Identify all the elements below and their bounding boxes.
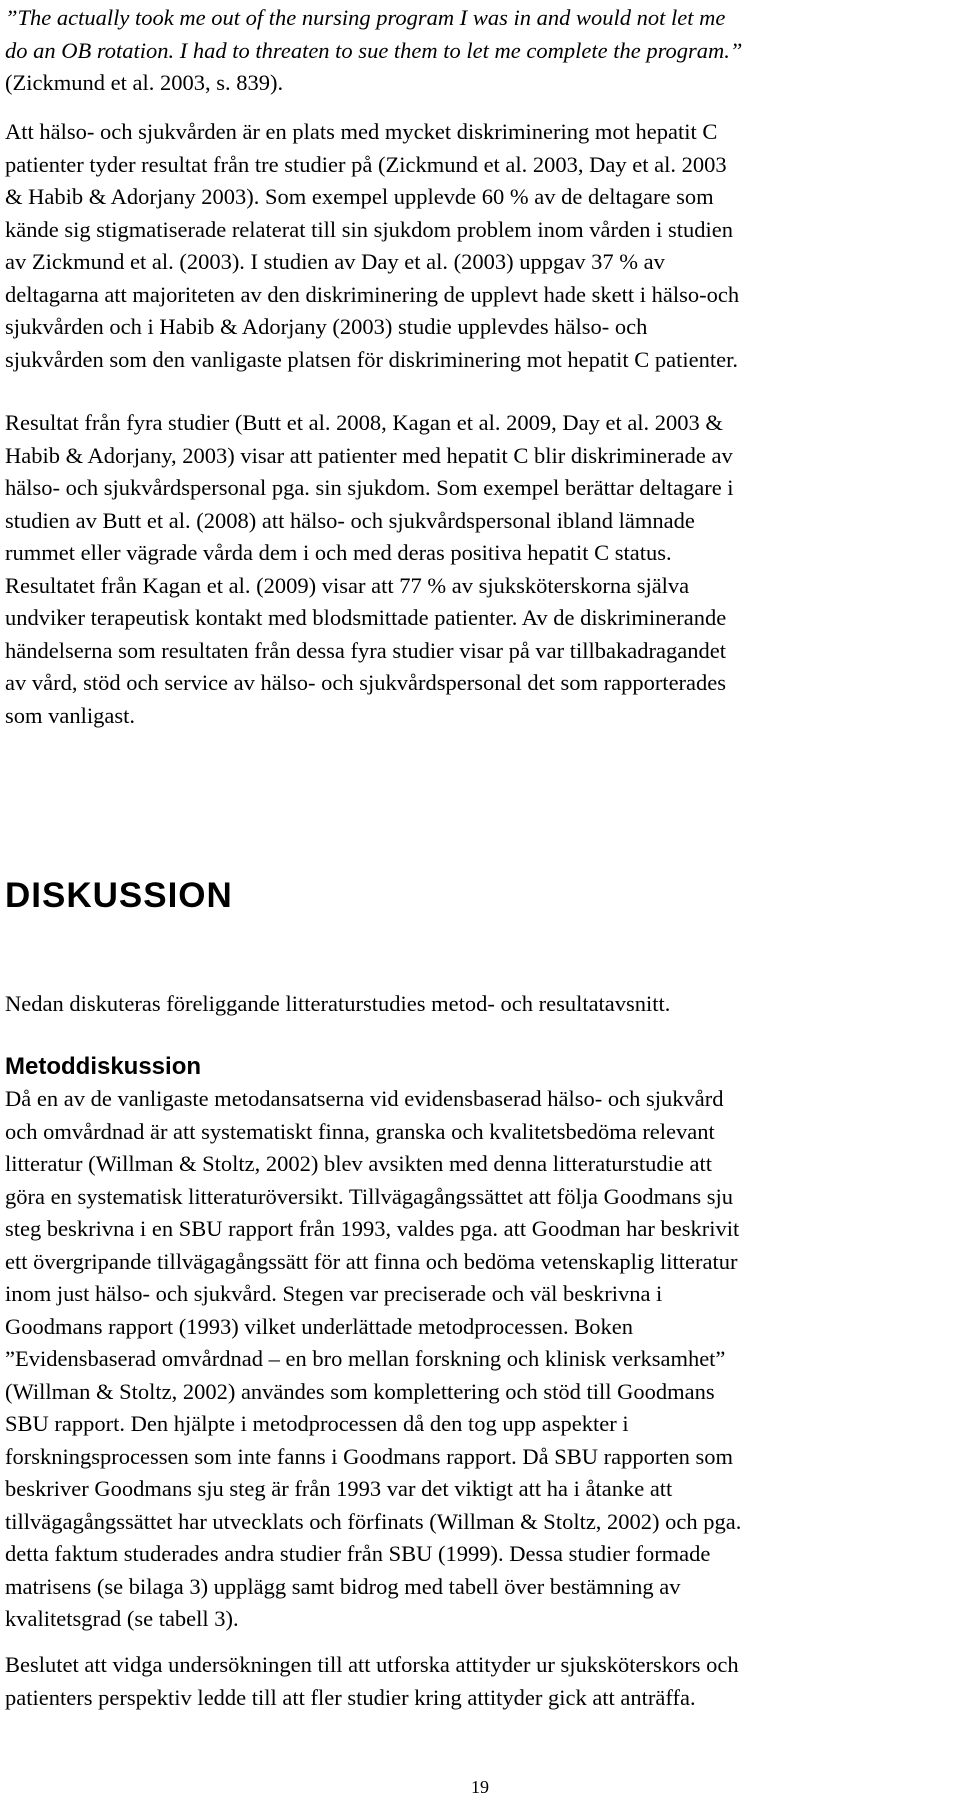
paragraph-line: hälso- och sjukvårdspersonal pga. sin sjukdom. Som exempel berättar deltagare i bbox=[5, 475, 734, 500]
paragraph-line: Då en av de vanligaste metodansatserna vid evidensbaserad hälso- och sjukvård bbox=[5, 1086, 724, 1111]
paragraph-four-studies bbox=[5, 407, 955, 732]
paragraph-line: Resultat från fyra studier (Butt et al. 2008, Kagan et al. 2009, Day et al. 2003 & bbox=[5, 410, 723, 435]
paragraph-line: patienters perspektiv ledde till att fler studier kring attityder gick att anträffa. bbox=[5, 1684, 696, 1710]
section-heading-diskussion: DISKUSSION bbox=[5, 876, 233, 915]
paragraph-line: ”Evidensbaserad omvårdnad – en bro mellan forskning och klinisk verksamhet” bbox=[5, 1346, 726, 1371]
paragraph-line: göra en systematisk litteraturöversikt. Tillvägagångssättet att följa Goodmans sju bbox=[5, 1183, 734, 1209]
paragraph-line: Att hälso- och sjukvården är en plats med mycket diskriminering mot hepatit C bbox=[5, 119, 718, 144]
paragraph-line: studien av Butt et al. (2008) att hälso- och sjukvårdspersonal ibland lämnade bbox=[5, 507, 695, 533]
paragraph-line: av Zickmund et al. (2003). I studien av Day et al. (2003) uppgav 37 % av bbox=[5, 249, 665, 274]
paragraph-line: händelserna som resultaten från dessa fyra studier visar på var tillbakadragandet bbox=[5, 637, 726, 663]
paragraph-line: SBU rapport. Den hjälpte i metodprocessen då den tog upp aspekter i bbox=[5, 1411, 629, 1436]
paragraph-method bbox=[5, 1083, 955, 1636]
quote-line: ”The actually took me out of the nursing program I was in and would not let me bbox=[5, 5, 726, 30]
paragraph-line: litteratur (Willman & Stoltz, 2002) blev avsikten med denna litteraturstudie att bbox=[5, 1151, 713, 1176]
quote-line: do an OB rotation. I had to threaten to sue them to let me complete the program.” bbox=[5, 37, 743, 63]
paragraph-line: Beslutet att vidga undersökningen till att utforska attityder ur sjuksköterskors och bbox=[5, 1652, 739, 1677]
paragraph-line: deltagarna att majoriteten av den diskriminering de upplevt hade skett i hälso-och bbox=[5, 281, 740, 307]
paragraph-line: forskningsprocessen som inte fanns i Goodmans rapport. Då SBU rapporten som bbox=[5, 1443, 734, 1469]
paragraph-discrimination-healthcare bbox=[5, 116, 955, 376]
paragraph-line: kände sig stigmatiserade relaterat till sin sjukdom problem inom vården i studien bbox=[5, 216, 733, 242]
paragraph-line: (Willman & Stoltz, 2002) användes som komplettering och stöd till Goodmans bbox=[5, 1378, 715, 1404]
paragraph-line: Goodmans rapport (1993) vilket underlättade metodprocessen. Boken bbox=[5, 1313, 633, 1339]
page-number: 19 bbox=[471, 1777, 489, 1797]
paragraph-line: rummet eller vägrade vårda dem i och med deras positiva hepatit C status. bbox=[5, 540, 672, 565]
paragraph-line: sjukvården som den vanligaste platsen för diskriminering mot hepatit C patienter. bbox=[5, 346, 738, 372]
paragraph-line: undviker terapeutisk kontakt med blodsmittade patienter. Av de diskriminerande bbox=[5, 605, 727, 630]
paragraph-line: och omvårdnad är att systematiskt finna, granska och kvalitetsbedöma relevant bbox=[5, 1118, 715, 1144]
paragraph-line: tillvägagångssättet har utvecklats och förfinats (Willman & Stoltz, 2002) och pga. bbox=[5, 1508, 742, 1534]
paragraph-line: Habib & Adorjany, 2003) visar att patienter med hepatit C blir diskriminerade av bbox=[5, 442, 733, 468]
paragraph-line: steg beskrivna i en SBU rapport från 1993, valdes pga. att Goodman har beskrivit bbox=[5, 1216, 740, 1241]
paragraph-line: av vård, stöd och service av hälso- och sjukvårdspersonal det som rapporterades bbox=[5, 670, 727, 695]
paragraph-line: patienter tyder resultat från tre studier på (Zickmund et al. 2003, Day et al. 2003 bbox=[5, 151, 727, 177]
paragraph-line: sjukvården och i Habib & Adorjany (2003) studie upplevdes hälso- och bbox=[5, 314, 648, 339]
intro-paragraph bbox=[5, 988, 955, 1021]
subheading-metoddiskussion: Metoddiskussion bbox=[5, 1053, 202, 1080]
paragraph-line: som vanligast. bbox=[5, 702, 135, 728]
paragraph-decision bbox=[5, 1649, 955, 1714]
quote-block bbox=[5, 2, 955, 100]
paragraph-line: ett övergripande tillvägagångssätt för att finna och bedöma vetenskaplig litteratur bbox=[5, 1248, 738, 1274]
paragraph-line: Resultatet från Kagan et al. (2009) visar att 77 % av sjuksköterskorna själva bbox=[5, 572, 690, 598]
paragraph-line: inom just hälso- och sjukvård. Stegen var preciserade och väl beskrivna i bbox=[5, 1281, 663, 1306]
paragraph-line: & Habib & Adorjany 2003). Som exempel upplevde 60 % av de deltagare som bbox=[5, 184, 714, 209]
paragraph-line: kvalitetsgrad (se tabell 3). bbox=[5, 1606, 239, 1631]
paragraph-line: Nedan diskuteras föreliggande litteraturstudies metod- och resultatavsnitt. bbox=[5, 991, 671, 1016]
paragraph-line: detta faktum studerades andra studier från SBU (1999). Dessa studier formade bbox=[5, 1541, 711, 1566]
quote-citation: (Zickmund et al. 2003, s. 839). bbox=[5, 70, 284, 95]
paragraph-line: matrisens (se bilaga 3) upplägg samt bidrog med tabell över bestämning av bbox=[5, 1573, 681, 1599]
paragraph-line: beskriver Goodmans sju steg är från 1993 var det viktigt att ha i åtanke att bbox=[5, 1476, 673, 1501]
